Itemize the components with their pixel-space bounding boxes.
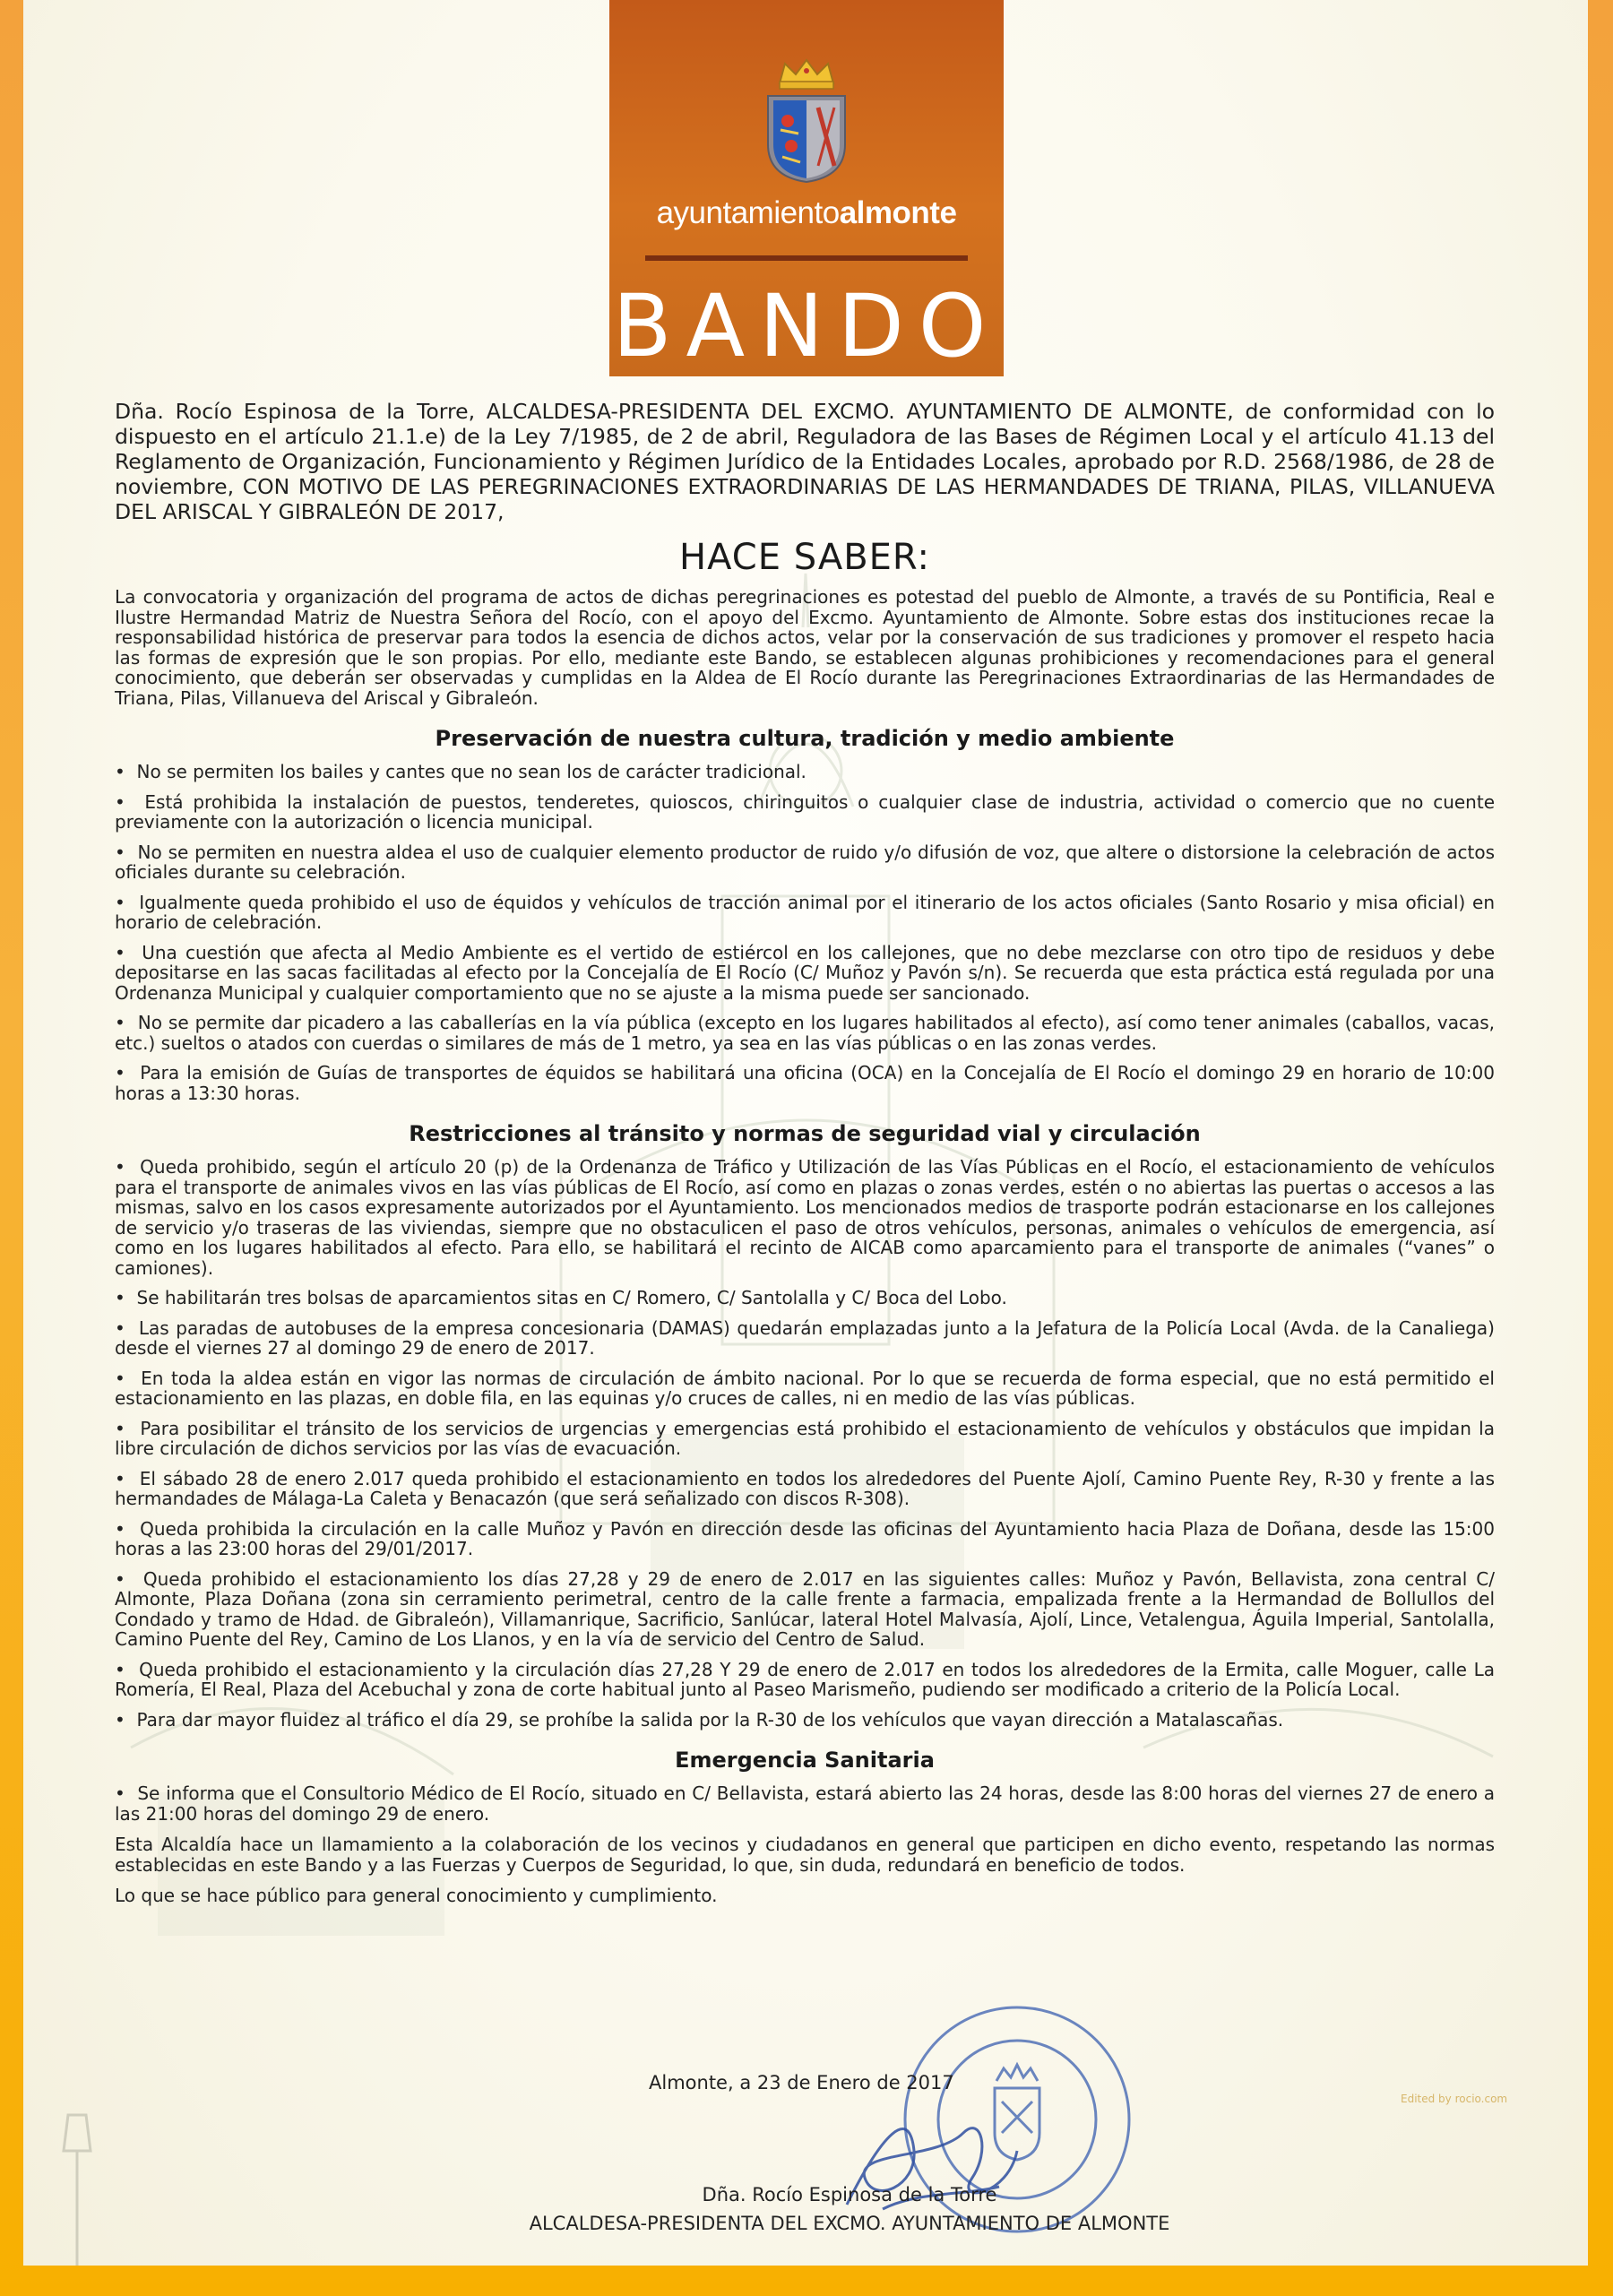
signatory-name: Dña. Rocío Espinosa de la Torre	[702, 2184, 997, 2205]
document-body	[115, 399, 1495, 1906]
coat-of-arms-logo	[755, 58, 858, 184]
list-item: • No se permiten en nuestra aldea el uso de cualquier elemento productor de ruido y/o difusión de voz, que altere o distorsione la celebración de actos oficiales durante su celebración.	[115, 842, 1495, 883]
list-item: • Las paradas de autobuses de la empresa concesionaria (DAMAS) quedarán emplazadas junto a la Jefatura de la Policía Local (Avda. de la Canaliega) desde el viernes 27 al domingo 29 de enero de 2017.	[115, 1318, 1495, 1359]
list-item: • Queda prohibido, según el artículo 20 (p) de la Ordenanza de Tráfico y Utilización de las Vías Públicas en el Rocío, el estacionamiento de vehículos para el transporte de animales vivos en las vías públicas de El Rocío, así como en plazas o zonas verdes, estén o no abiertas las puertas o accesos a las mismas, salvo en los casos expresamente autorizados por el Ayuntamiento. Los mencionados medios de trasporte podrán estacionarse en los callejones de servicio y/o traseras de las viviendas, siempre que no obstaculicen el paso de otros vehículos, personas, animales o vehículos de emergencia, así como en los lugares habilitados al efecto. Para ello, se habilitará el recinto de AICAB como aparcamiento para el transporte de animales (“vanes” o camiones).	[115, 1157, 1495, 1278]
list-item: • Queda prohibido el estacionamiento y la circulación días 27,28 Y 29 de enero de 2.017 en todos los alrededores de la Ermita, calle Moguer, calle La Romería, El Real, Plaza del Acebuchal y zona de corte habitual junto al Paseo Marismeño, pudiendo ser modificado a criterio de la Policía Local.	[115, 1660, 1495, 1700]
section-title-restricciones: Restricciones al tránsito y normas de seguridad vial y circulación	[409, 1121, 1201, 1146]
intro-paragraph: Dña. Rocío Espinosa de la Torre, ALCALDESA-PRESIDENTA DEL EXCMO. AYUNTAMIENTO DE ALMONTE, de conformidad con lo dispuesto en el artículo 21.1.e) de la Ley 7/1985, de 2 de abril, Reguladora de las Bases de Régimen Local y el artículo 41.13 del Reglamento de Organización, Funcionamiento y Régimen Jurídico de la Entidades Locales, aprobado por R.D. 2568/1986, de 28 de noviembre, CON MOTIVO DE LAS PEREGRINACIONES EXTRAORDINARIAS DE LAS HERMANDADES DE TRIANA, PILAS, VILLANUEVA DEL ARISCAL Y GIBRALEÓN DE 2017,	[115, 399, 1495, 524]
list-emergencia	[115, 1783, 1495, 1824]
watermark-text: Edited by rocio.com	[1401, 2093, 1508, 2105]
list-item: • Está prohibida la instalación de puestos, tenderetes, quioscos, chiringuitos o cualquier clase de industria, actividad o comercio que no cuente previamente con la autorización o licencia municipal.	[115, 792, 1495, 833]
closing-paragraph: Esta Alcaldía hace un llamamiento a la colaboración de los vecinos y ciudadanos en general que participen en dicho evento, respetando las normas establecidas en este Bando y a las Fuerzas y Cuerpos de Seguridad, lo que, sin duda, redundará en beneficio de todos.	[115, 1834, 1495, 1876]
list-item: • Se habilitarán tres bolsas de aparcamientos sitas en C/ Romero, C/ Santolalla y C/ Boca del Lobo.	[115, 1288, 1495, 1308]
list-item: • Queda prohibida la circulación en la calle Muñoz y Pavón en dirección desde las oficinas del Ayuntamiento hacia Plaza de Doñana, desde las 15:00 horas a las 23:00 horas del 29/01/2017.	[115, 1519, 1495, 1559]
list-item: • En toda la aldea están en vigor las normas de circulación de ámbito nacional. Por lo que se recuerda de forma especial, que no está permitido el estacionamiento en las plazas, en doble fila, en las equinas y/o cruces de calles, ni en medio de las vías públicas.	[115, 1368, 1495, 1409]
document-title: BANDO	[612, 276, 1001, 376]
header-banner	[609, 0, 1004, 376]
brand-wordmark	[609, 195, 1004, 231]
list-item: • Igualmente queda prohibido el uso de équidos y vehículos de tracción animal por el itinerario de los actos oficiales (Santo Rosario y misa oficial) en horario de celebración.	[115, 893, 1495, 933]
section-title-emergencia: Emergencia Sanitaria	[675, 1748, 935, 1773]
list-item: • Una cuestión que afecta al Medio Ambiente es el vertido de estiércol en los callejones, que no debe mezclarse con otro tipo de residuos y debe depositarse en las sacas facilitadas al efecto por la Concejalía de El Rocío (C/ Muñoz y Pavón s/n). Se recuerda que esta práctica está regulada por una Ordenanza Municipal y cualquier comportamiento que no se ajuste a la misma puede ser sancionado.	[115, 943, 1495, 1004]
section-title-preservacion: Preservación de nuestra cultura, tradición y medio ambiente	[435, 726, 1175, 751]
list-restricciones	[115, 1157, 1495, 1730]
list-item: • El sábado 28 de enero 2.017 queda prohibido el estacionamiento en todos los alrededores del Puente Ajolí, Camino Puente Rey, R-30 y frente a las hermandades de Málaga-La Caleta y Benacazón (que será señalizado con discos R-308).	[115, 1469, 1495, 1509]
header-divider	[645, 255, 968, 261]
brand-wordmark-light: ayuntamiento	[656, 195, 840, 230]
list-preservacion	[115, 762, 1495, 1103]
date-line: Almonte, a 23 de Enero de 2017	[649, 2072, 954, 2093]
brand-wordmark-bold: almonte	[839, 195, 957, 230]
closing-statement: Lo que se hace público para general conocimiento y cumplimiento.	[115, 1885, 718, 1906]
list-item: • Queda prohibido el estacionamiento los días 27,28 y 29 de enero de 2.017 en las siguientes calles: Muñoz y Pavón, Bellavista, zona central C/ Almonte, Plaza Doñana (zona sin cerramiento perimetral, centro de la calle frente a farmacia, empalizada frente a la Hermandad de Bollullos del Condado y tramo de Hdad. de Gibraleón), Villamanrique, Sacrificio, Sanlúcar, lateral Hotel Malvasía, Ajolí, Lince, Vetalengua, Águila Imperial, Santolalla, Camino Puente del Rey, Camino de Los Llanos, y en la vía de servicio del Centro de Salud.	[115, 1569, 1495, 1650]
list-item: • No se permite dar picadero a las caballerías en la vía pública (excepto en los lugares habilitados al efecto), así como tener animales (caballos, vacas, etc.) sueltos o atados con cuerdas o similares de más de 1 metro, ya sea en las vías públicas o en las zonas verdes.	[115, 1013, 1495, 1053]
list-item: • Se informa que el Consultorio Médico de El Rocío, situado en C/ Bellavista, estará abierto las 24 horas, desde las 8:00 horas del viernes 27 de enero a las 21:00 horas del domingo 29 de enero.	[115, 1783, 1495, 1824]
list-item: • Para posibilitar el tránsito de los servicios de urgencias y emergencias está prohibido el estacionamiento de vehículos y obstáculos que impidan la libre circulación de dichos servicios por las vías de evacuación.	[115, 1419, 1495, 1459]
list-item: • Para la emisión de Guías de transportes de équidos se habilitará una oficina (OCA) en la Concejalía de El Rocío el domingo 29 en horario de 10:00 horas a 13:30 horas.	[115, 1063, 1495, 1103]
list-item: • Para dar mayor fluidez al tráfico el día 29, se prohíbe la salida por la R-30 de los vehículos que vayan dirección a Matalascañas.	[115, 1710, 1495, 1731]
hace-saber-heading: HACE SABER:	[679, 537, 930, 578]
signatory-title: ALCALDESA-PRESIDENTA DEL EXCMO. AYUNTAMIENTO DE ALMONTE	[529, 2213, 1170, 2234]
list-item: • No se permiten los bailes y cantes que no sean los de carácter tradicional.	[115, 762, 1495, 782]
lead-paragraph: La convocatoria y organización del programa de actos de dichas peregrinaciones es potestad del pueblo de Almonte, a través de su Pontificia, Real e Ilustre Hermandad Matriz de Nuestra Señora del Rocío, con el apoyo del Excmo. Ayuntamiento de Almonte. Sobre estas dos instituciones recae la responsabilidad histórica de preservar para todos la esencia de dichos actos, velar por la conservación de sus tradiciones y promover el respeto hacia las formas de expresión que le son propias. Por ello, mediante este Bando, se establecen algunas prohibiciones y recomendaciones para el general conocimiento, que deberán ser observadas y cumplidas en la Aldea de El Rocío durante las Peregrinaciones Extraordinarias de las Hermandades de Triana, Pilas, Villanueva del Ariscal y Gibraleón.	[115, 586, 1495, 709]
